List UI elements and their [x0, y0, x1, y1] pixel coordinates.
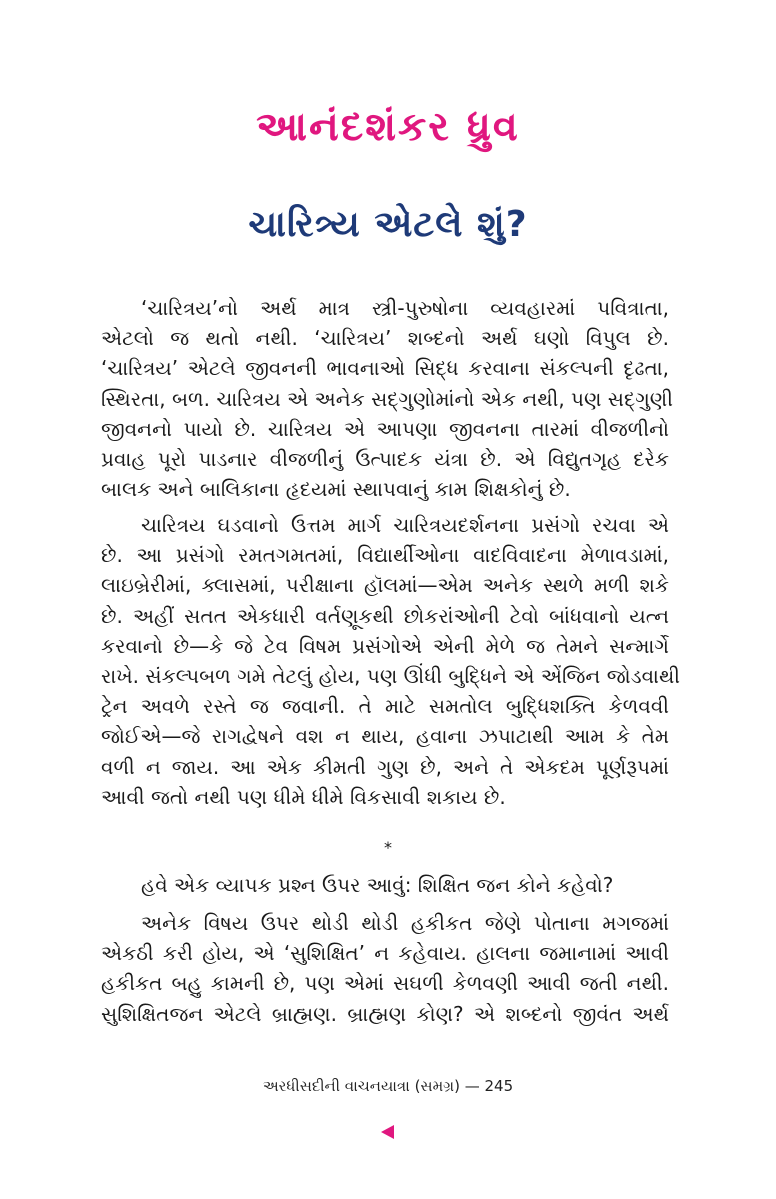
text-line: પ્રવાહ પૂરો પાડનાર વીજળીનું ઉત્પાદક યંત્રા છે. એ વિદ્યુતગૃહ દરેક [101, 446, 669, 471]
text-line: હવે એક વ્યાપક પ્રશ્ન ઉપર આવું: શિક્ષિત જન કોને કહેવો? [141, 873, 614, 897]
text-line: હકીકત બહુ કામની છે, પણ એમાં સઘળી કેળવણી આવી જતી નથી. [101, 971, 669, 996]
paragraph-3 [101, 870, 669, 900]
text-line: આવી જતો નથી પણ ધીમે ધીમે વિકસાવી શકાય છે. [101, 784, 506, 809]
text-line: ‘ચારિત્રય’ એટલે જીવનની ભાવનાઓ સિદ્ધ કરવાના સંકલ્પની દૃઢતા, [101, 356, 669, 381]
chapter-title: ચારિત્ર્ય એટલે શું? [248, 204, 528, 245]
author-heading: આનંદશંકર ધ્રુવ [256, 104, 520, 150]
text-line: એટલો જ થતો નથી. ‘ચારિત્રય’ શબ્દનો અર્થ ઘણો વિપુલ છે. [101, 326, 669, 351]
text-line: એકઠી કરી હોય, એ ‘સુશિક્ષિત’ ન કહેવાય. હાલના જમાનામાં આવી [101, 941, 669, 966]
paragraph-4 [101, 908, 669, 1029]
text-line: છે. અહીં સતત એકધારી વર્તણૂકથી છોકરાંઓની ટેવો બાંધવાનો યત્ન [101, 603, 669, 628]
text-line: સુશિક્ષિતજન એટલે બ્રાહ્મણ. બ્રાહ્મણ કોણ? એ શબ્દનો જીવંત અર્થ [101, 1001, 669, 1026]
text-line: રાખે. સંકલ્પબળ ગમે તેટલું હોય, પણ ઊંધી બુદ્ધિને એ એંજિન જોડવાથી [101, 663, 681, 688]
text-line: લાઇબ્રેરીમાં, ક્લાસમાં, પરીક્ષાના હૉલમાં—એમ અનેક સ્થળે મળી શકે [101, 573, 669, 598]
text-line: છે. આ પ્રસંગો રમતગમતમાં, વિદ્યાર્થીઓના વાદવિવાદના મેળાવડામાં, [101, 543, 669, 568]
text-line: જીવનનો પાયો છે. ચારિત્રય એ આપણા જીવનના તારમાં વીજળીનો [101, 416, 669, 441]
paragraph-2 [101, 510, 681, 812]
text-line: ચારિત્રય ઘડવાનો ઉત્તમ માર્ગ ચારિત્રયદર્શનના પ્રસંગો રચવા એ [141, 513, 669, 537]
text-line: સ્થિરતા, બળ. ચારિત્રય એ અનેક સદ્‌ગુણોમાંનો એક નથી, પણ સદ્‌ગુણી [101, 386, 673, 411]
text-line: ટ્રેન અવળે રસ્તે જ જવાની. તે માટે સમતોલ બુદ્ધિશક્તિ કેળવવી [101, 694, 669, 719]
text-line: બાલક અને બાલિકાના હૃદયમાં સ્થાપવાનું કામ શિક્ષકોનું છે. [101, 477, 571, 502]
text-line: વળી ન જાય. આ એક કીમતી ગુણ છે, અને તે એકદમ પૂર્ણરૂપમાં [101, 754, 669, 779]
page-footer: અરધીસદીની વાચનયાત્રા (સમગ્ર) — 245 [262, 1077, 514, 1095]
text-line: જોઈએ—જે રાગદ્વેષને વશ ન થાય, હવાના ઝપાટાથી આમ કે તેમ [101, 724, 669, 749]
triangle-left-icon[interactable] [381, 1125, 394, 1139]
text-line: અનેક વિષય ઉપર થોડી થોડી હકીકત જેણે પોતાના મગજમાં [141, 911, 669, 935]
text-line: કરવાનો છે—કે જે ટેવ વિષમ પ્રસંગોએ એની મેળે જ તેમને સન્માર્ગે [101, 633, 669, 658]
text-line: ‘ચારિત્રય’નો અર્થ માત્ર સ્ત્રી-પુરુષોના વ્યવહારમાં પવિત્રાતા, [141, 296, 669, 320]
section-separator: * [384, 838, 392, 857]
paragraph-1 [101, 293, 673, 504]
